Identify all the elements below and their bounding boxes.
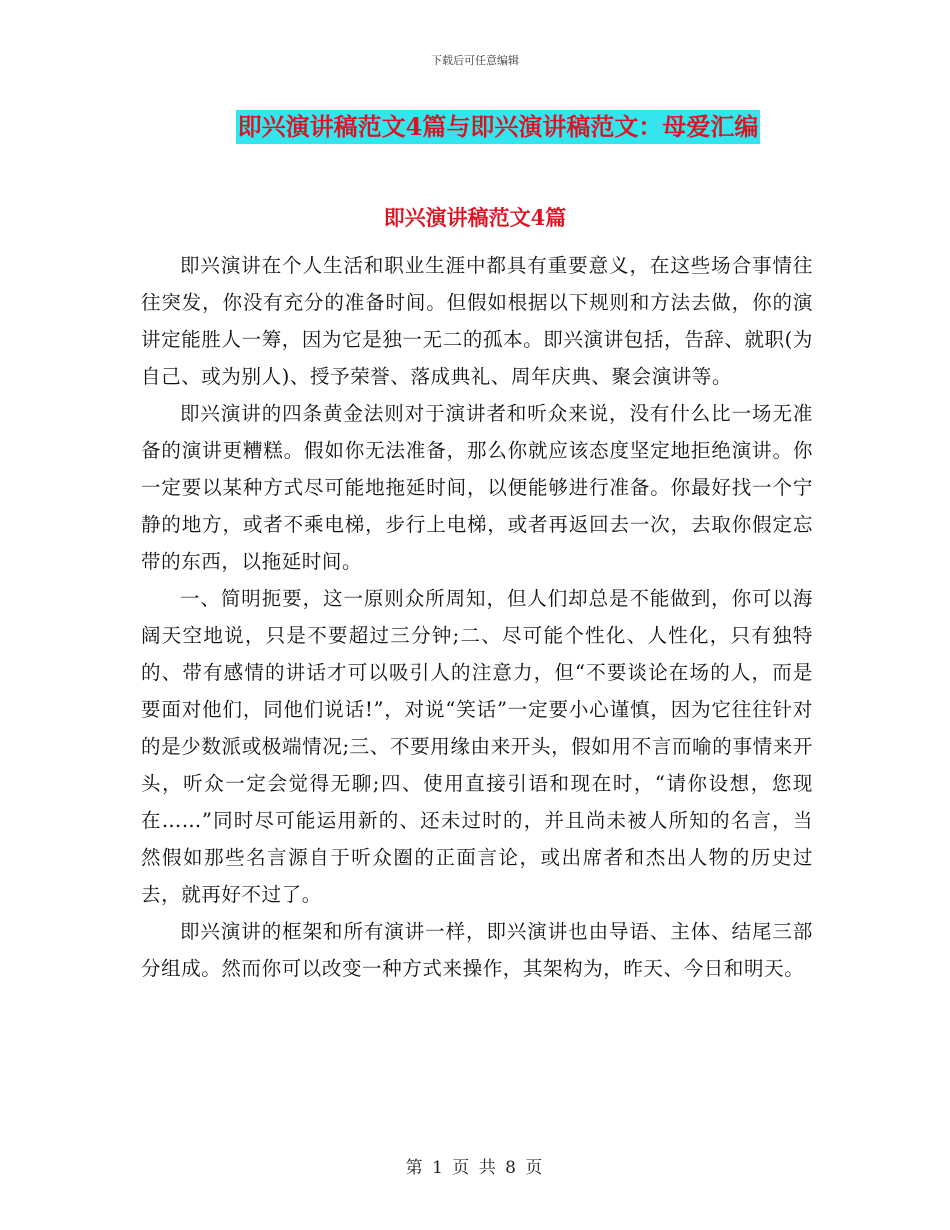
page-number-footer: 第 1 页 共 8 页 [405,1158,545,1178]
paragraph: 一、简明扼要，这一原则众所周知，但人们却总是不能做到，你可以海阔天空地说，只是不要超过三分钟;二、尽可能个性化、人性化，只有独特的、带有感情的讲话才可以吸引人的注意力，但“不要谈论在场的人，而是要面对他们，同他们说话!”，对说“笑话”一定要小心谨慎，因为它往往针对的是少数派或极端情况;三、不要用缘由来开头，假如用不言而喻的事情来开头，听众一定会觉得无聊;四、使用直接引语和现在时，“请你设想，您现在……”同时尽可能运用新的、还未过时的，并且尚未被人所知的名言，当然假如那些名言源自于听众圈的正面言论，或出席者和杰出人物的历史过去，就再好不过了。 [141,587,813,906]
section-title: 即兴演讲稿范文4篇 [383,205,567,230]
document-body [141,247,813,987]
paragraph: 即兴演讲在个人生活和职业生涯中都具有重要意义，在这些场合事情往往突发，你没有充分的准备时间。但假如根据以下规则和方法去做，你的演讲定能胜人一筹，因为它是独一无二的孤本。即兴演讲包括，告辞、就职(为自己、或为别人)、授予荣誉、落成典礼、周年庆典、聚会演讲等。 [141,254,813,388]
paragraph: 即兴演讲的框架和所有演讲一样，即兴演讲也由导语、主体、结尾三部分组成。然而你可以改变一种方式来操作，其架构为，昨天、今日和明天。 [141,920,813,980]
paragraph: 即兴演讲的四条黄金法则对于演讲者和听众来说，没有什么比一场无准备的演讲更糟糕。假如你无法准备，那么你就应该态度坚定地拒绝演讲。你一定要以某种方式尽可能地拖延时间，以便能够进行准备。你最好找一个宁静的地方，或者不乘电梯，步行上电梯，或者再返回去一次，去取你假定忘带的东西，以拖延时间。 [141,402,813,573]
document-title-container [0,110,950,144]
document-title: 即兴演讲稿范文4篇与即兴演讲稿范文：母爱汇编 [236,110,761,144]
header-note: 下载后可任意编辑 [431,54,519,67]
